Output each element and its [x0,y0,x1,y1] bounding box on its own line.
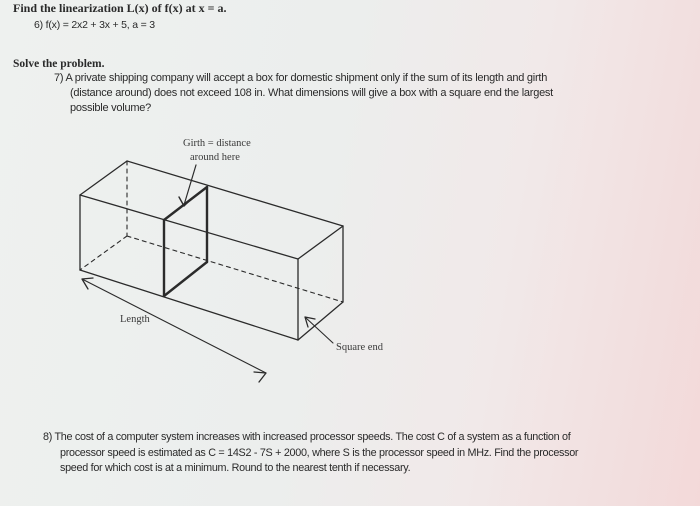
girth-loop [164,187,207,220]
hidden-edge [80,236,127,270]
box-edge [298,302,343,340]
length-arrow [82,279,266,373]
problem-7-line-3: possible volume? [70,102,151,114]
section-heading-solve: Solve the problem. [13,58,105,70]
problem-7-line-1: 7) A private shipping company will accept a box for domestic shipment only if the sum of its length and girth [54,72,548,84]
problem-8-line-1: 8) The cost of a computer system increases with increased processor speeds. The cost C of a system as a function of [43,431,571,443]
problem-8-line-2: processor speed is estimated as C = 14S2 - 7S + 2000, where S is the processor speed in MHz. Find the processor [60,447,579,459]
length-label: Length [120,314,150,325]
problem-8-line-3: speed for which cost is at a minimum. Round to the nearest tenth if necessary. [60,462,411,474]
problem-7-line-2: (distance around) does not exceed 108 in. What dimensions will give a box with a square end the largest [70,87,553,99]
section-heading-linearization: Find the linearization L(x) of f(x) at x = a. [13,1,227,15]
hidden-edge [127,236,343,302]
girth-label-line-2: around here [190,152,240,163]
box-edge [298,226,343,259]
girth-label-line-1: Girth = distance [183,138,251,149]
box-edge [80,161,127,195]
box-edge [80,195,298,259]
girth-loop [164,262,207,296]
box-edge [80,270,298,340]
square-end-label: Square end [336,342,383,353]
length-arrowhead-right [254,372,266,382]
problem-6-text: 6) f(x) = 2x2 + 3x + 5, a = 3 [34,19,155,31]
box-edge [127,161,343,226]
